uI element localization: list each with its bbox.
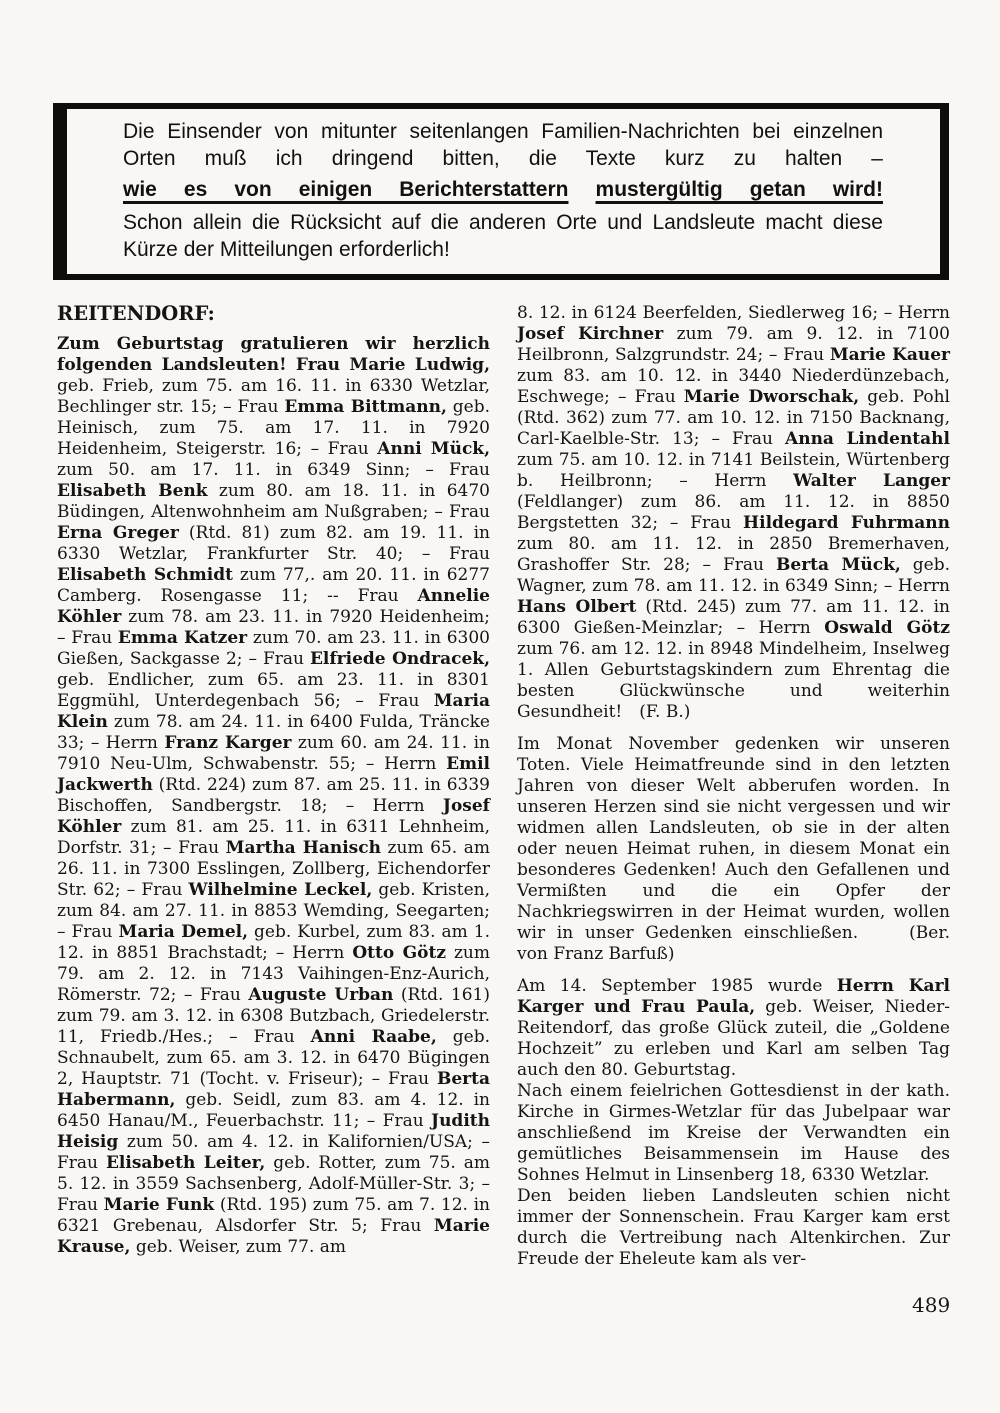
right-column-paragraphs xyxy=(517,303,950,1270)
section-heading: REITENDORF: xyxy=(57,302,215,325)
paragraph: Am 14. September 1985 wurde Herrn Karl Karger und Frau Paula, geb. Weiser, Nieder-Reitendorf, das große Glück zuteil, die „Goldene Hochzeit” zu erleben und Karl am selben Tag auch den 80. Geburtstag. xyxy=(517,976,950,1080)
notice-slogan xyxy=(123,176,883,203)
article-columns xyxy=(57,303,950,1270)
paragraph: 8. 12. in 6124 Beerfelden, Siedlerweg 16; – Herrn Josef Kirchner zum 79. am 9. 12. in 7100 Heilbronn, Salzgrundstr. 24; – Frau Marie Kauer zum 83. am 10. 12. in 3440 Niederdünzebach, Eschwege; – Frau Marie Dworschak, geb. Pohl (Rtd. 362) zum 77. am 10. 12. in 7150 Backnang, Carl-Kaelble-Str. 13; – Frau Anna Lindentahl zum 75. am 10. 12. in 7141 Beilstein, Würtenberg b. Heilbronn; – Herrn Walter Langer (Feldlanger) zum 86. am 11. 12. in 8850 Bergstetten 32; – Frau Hildegard Fuhrmann zum 80. am 11. 12. in 2850 Bremerhaven, Grashoffer Str. 28; – Frau Berta Mück, geb. Wagner, zum 78. am 11. 12. in 6349 Sinn; – Herrn Hans Olbert (Rtd. 245) zum 77. am 11. 12. in 6300 Gießen-Meinzlar; – Herrn Oswald Götz zum 76. am 12. 12. in 8948 Mindelheim, Inselweg 1. Allen Geburtstagskindern zum Ehrentag die besten Glückwünsche und weiterhin Gesundheit! (F. B.) xyxy=(517,303,951,722)
notice-intro-text: Die Einsender von mitunter seitenlangen Familien-Nachrichten bei einzelnen Orten muß ich dringend bitten, die Texte kurz zu halten – xyxy=(123,120,883,170)
paragraph: Nach einem feielrichen Gottesdienst in der kath. Kirche in Girmes-Wetzlar für das Jubelpaar war anschließend im Kreise der Verwandten ein gemütliches Beisammensein im Hause des Sohnes Helmut in Linsenberg 18, 6330 Wetzlar. xyxy=(517,1081,950,1185)
notice-slogan-part2: mustergültig getan wird! xyxy=(595,178,883,201)
right-column xyxy=(517,303,950,1270)
notice-outro-text: Schon allein die Rücksicht auf die anderen Orte und Landsleute macht diese Kürze der Mitteilungen erforderlich! xyxy=(123,211,883,261)
paragraph: Zum Geburtstag gratulieren wir herzlich folgenden Landsleuten! Frau Marie Ludwig, geb. Frieb, zum 75. am 16. 11. in 6330 Wetzlar, Bechlinger str. 15; – Frau Emma Bittmann, geb. Heinisch, zum 75. am 17. 11. in 7920 Heidenheim, Steigerstr. 16; – Frau Anni Mück, zum 50. am 17. 11. in 6349 Sinn; – Frau Elisabeth Benk zum 80. am 18. 11. in 6470 Büdingen, Altenwohnheim am Nußgraben; – Frau Erna Greger (Rtd. 81) zum 82. am 19. 11. in 6330 Wetzlar, Frankfurter Str. 40; – Frau Elisabeth Schmidt zum 77,. am 20. 11. in 6277 Camberg. Rosengasse 11; -- Frau Annelie Köhler zum 78. am 23. 11. in 7920 Heidenheim; – Frau Emma Katzer zum 70. am 23. 11. in 6300 Gießen, Sackgasse 2; – Frau Elfriede Ondracek, geb. Endlicher, zum 65. am 23. 11. in 8301 Eggmühl, Unterdegenbach 56; – Frau Maria Klein zum 78. am 24. 11. in 6400 Fulda, Träncke 33; – Herrn Franz Karger zum 60. am 24. 11. in 7910 Neu-Ulm, Schwabenstr. 55; – Herrn Emil Jackwerth (Rtd. 224) zum 87. am 25. 11. in 6339 Bischoffen, Sandbergstr. 18; – Herrn Josef Köhler zum 81. am 25. 11. in 6311 Lehnheim, Dorfstr. 31; – Frau Martha Hanisch zum 65. am 26. 11. in 7300 Esslingen, Zollberg, Eichendorfer Str. 62; – Frau Wilhelmine Leckel, geb. Kristen, zum 84. am 27. 11. in 8853 Wemding, Seegarten; – Frau Maria Demel, geb. Kurbel, zum 83. am 1. 12. in 8851 Brachstadt; – Herrn Otto Götz zum 79. am 2. 12. in 7143 Vaihingen-Enz-Aurich, Römerstr. 72; – Frau Auguste Urban (Rtd. 161) zum 79. am 3. 12. in 6308 Butzbach, Griedelerstr. 11, Friedb./Hes.; – Frau Anni Raabe, geb. Schnaubelt, zum 65. am 3. 12. in 6470 Bügingen 2, Hauptstr. 71 (Tocht. v. Friseur); – Frau Berta Habermann, geb. Seidl, zum 83. am 4. 12. in 6450 Hanau/M., Feuerbachstr. 11; – Frau Judith Heisig zum 50. am 4. 12. in Kalifornien/USA; – Frau Elisabeth Leiter, geb. Rotter, zum 75. am 5. 12. in 3559 Sachsenberg, Adolf-Müller-Str. 3; – Frau Marie Funk (Rtd. 195) zum 75. am 7. 12. in 6321 Grebenau, Alsdorfer Str. 5; Frau Marie Krause, geb. Weiser, zum 77. am xyxy=(57,334,491,1257)
paragraph: Den beiden lieben Landsleuten schien nicht immer der Sonnenschein. Frau Karger kam erst durch die Vertreibung nach Altenkirchen. Zur Freude der Eheleute kam als ver- xyxy=(517,1186,950,1269)
page-number: 489 xyxy=(912,1293,951,1317)
left-column xyxy=(57,303,490,1270)
notice-slogan-part1: wie es von einigen Berichterstattern xyxy=(123,178,569,201)
left-column-paragraphs xyxy=(57,334,490,1258)
paragraph: Im Monat November gedenken wir unseren Toten. Viele Heimatfreunde sind in den letzten Jahren von dieser Welt abberufen worden. In unseren Herzen sind sie nicht vergessen und wir widmen allen Landsleuten, ob sie in der alten oder neuen Heimat ruhen, in diesem Monat ein besonderes Gedenken! Auch den Gefallenen und Vermißten und die ein Opfer der Nachkriegswirren in der Heimat wurden, wollen wir in unser Gedenken einschließen. (Ber. von Franz Barfuß) xyxy=(517,734,950,964)
editor-notice-box xyxy=(53,103,949,280)
